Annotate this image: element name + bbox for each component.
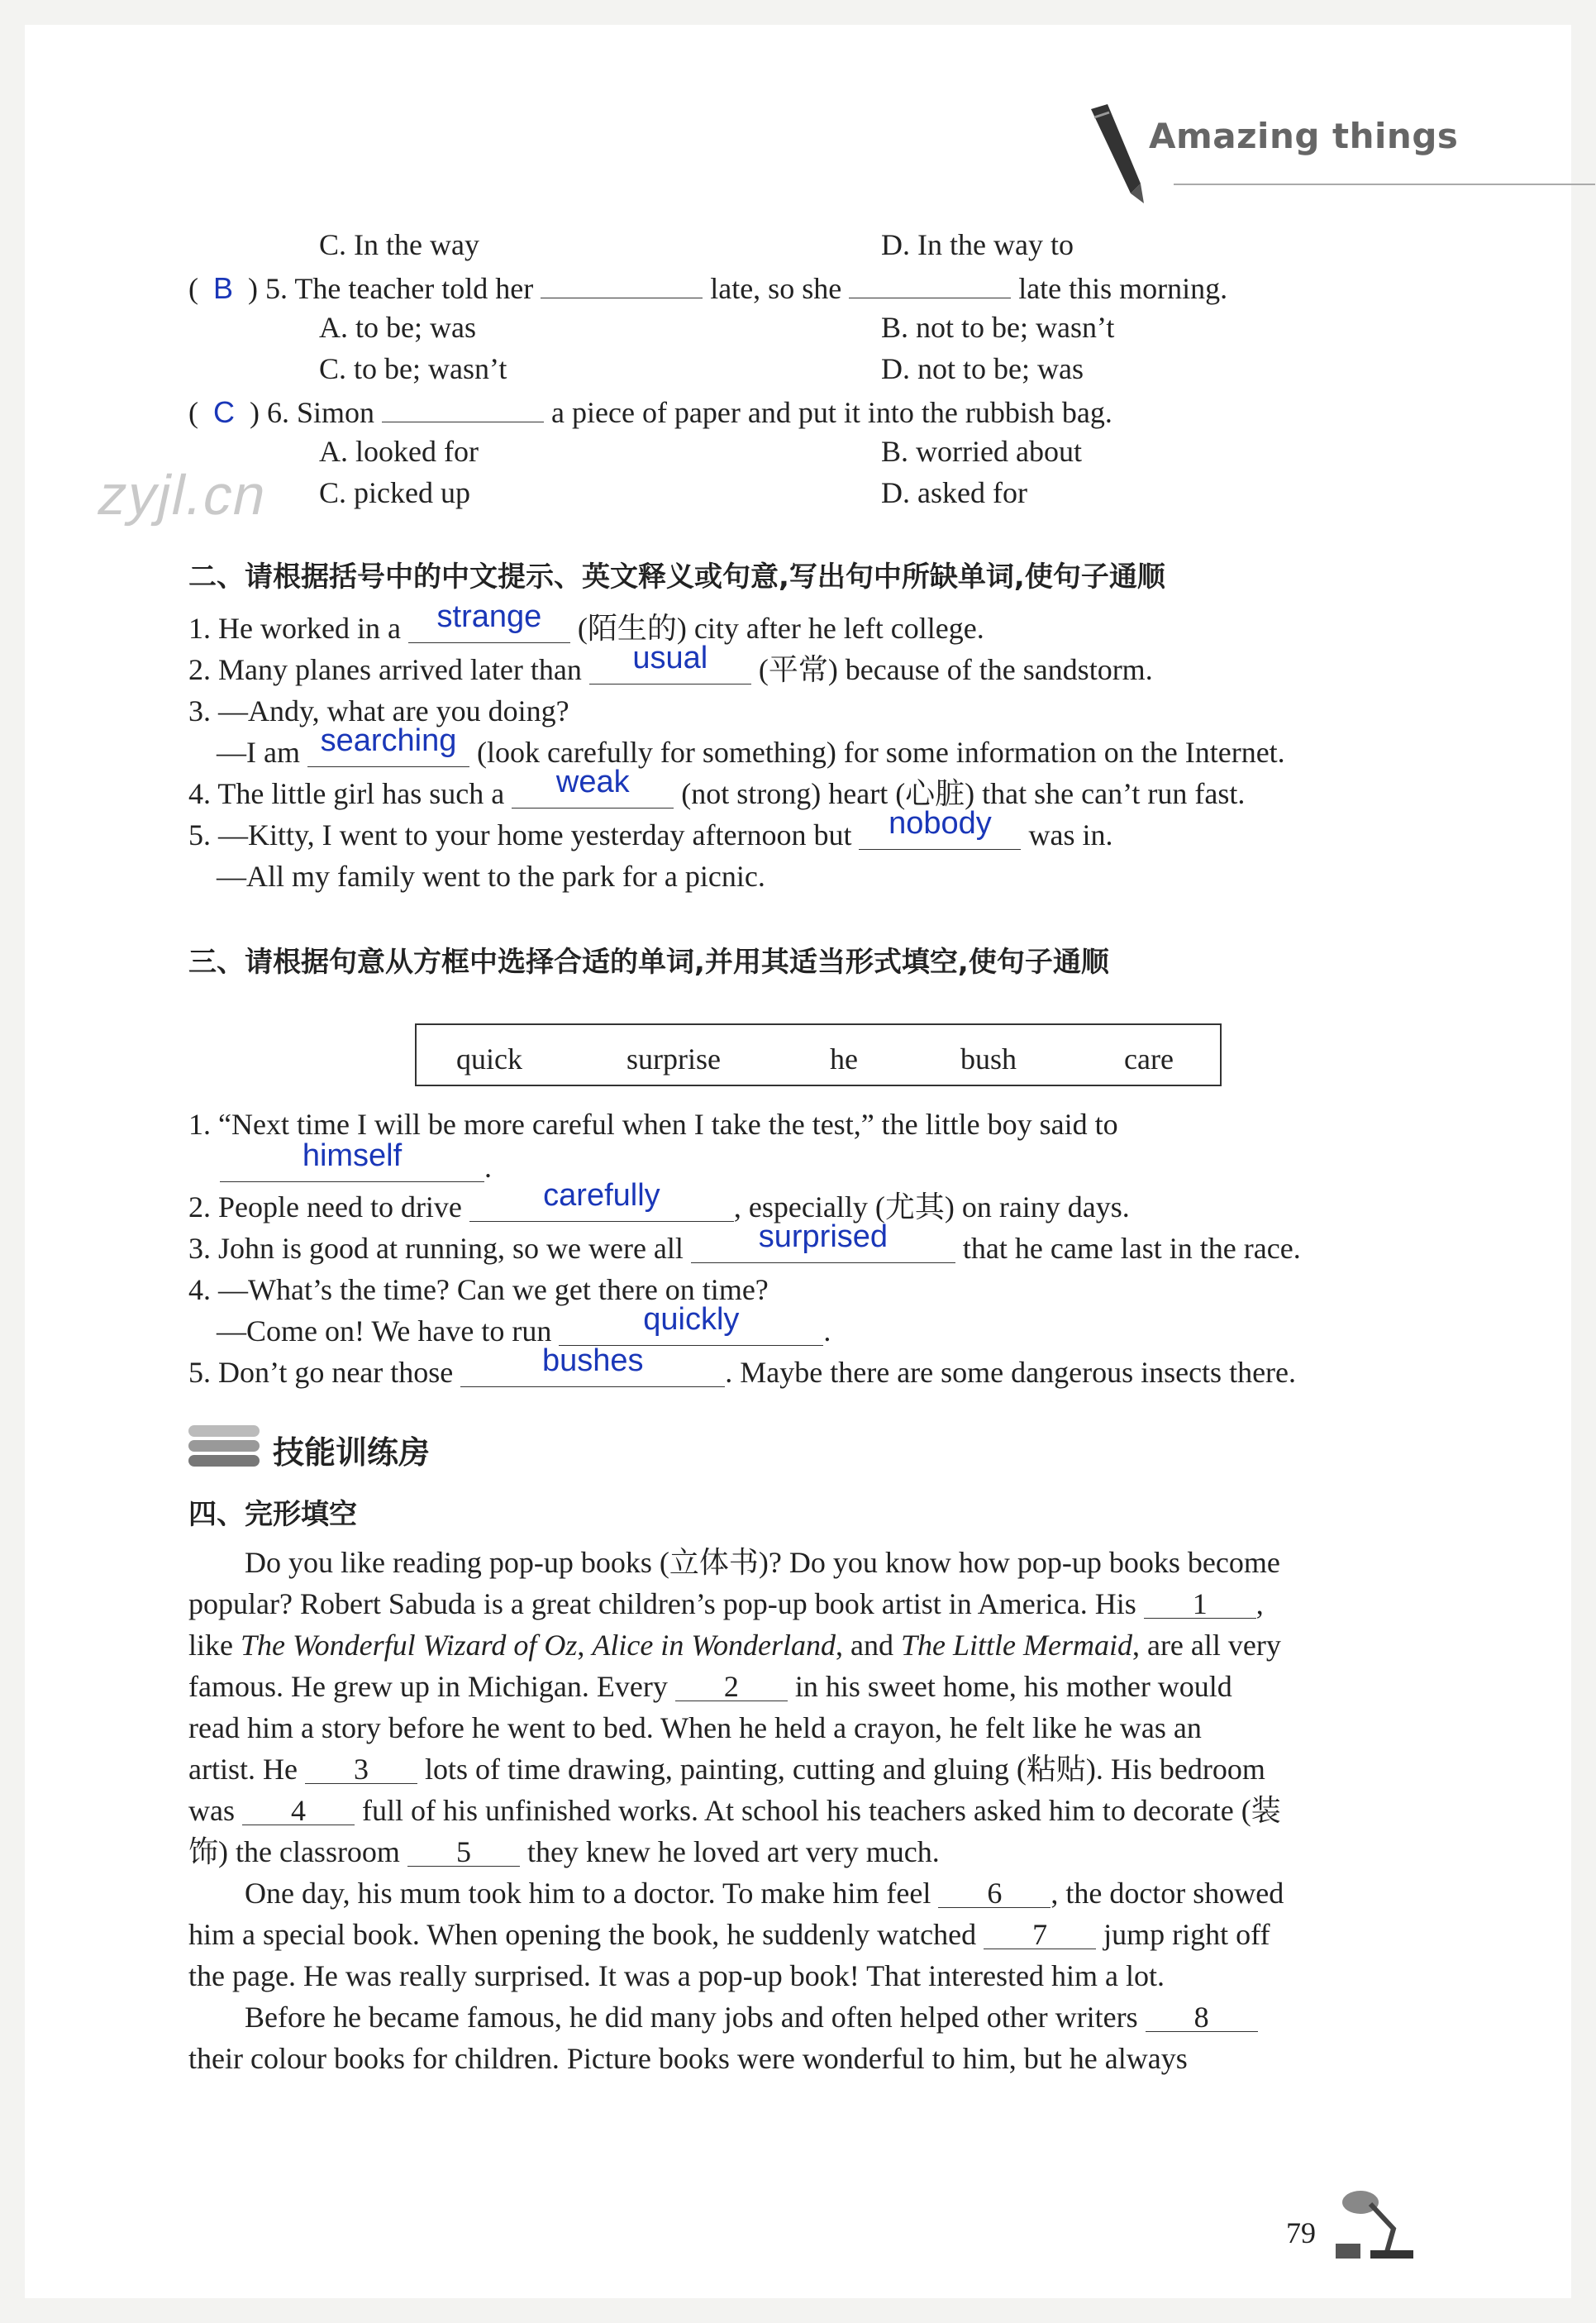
s3-question-1-line1: 1. “Next time I will be more careful when I take the test,” the little boy said to xyxy=(188,1108,1118,1141)
section-3-title: 三、请根据句意从方框中选择合适的单词,并用其适当形式填空,使句子通顺 xyxy=(188,946,1109,979)
q6-option-b: B. worried about xyxy=(881,435,1082,468)
section-2-title: 二、请根据括号中的中文提示、英文释义或句意,写出句中所缺单词,使句子通顺 xyxy=(188,560,1165,594)
s2-q5-blank: nobody xyxy=(859,821,1021,850)
header-rule xyxy=(1174,184,1595,185)
q5-option-c: C. to be; wasn’t xyxy=(319,352,507,385)
s3-q1-blank: himself xyxy=(220,1153,484,1182)
stacked-bars-icon xyxy=(187,1422,263,1468)
s3-q3-blank: surprised xyxy=(691,1234,955,1263)
cloze-blank-6: 6 xyxy=(938,1879,1051,1908)
q6-answer: C xyxy=(213,395,235,429)
word-box xyxy=(415,1023,1222,1086)
passage-line: their colour books for children. Picture books were wonderful to him, but he always xyxy=(188,2042,1188,2075)
s2-q4-blank: weak xyxy=(512,780,674,809)
s3-question-4-line2: —Come on! We have to run quickly . xyxy=(217,1302,831,1348)
q6-option-c: C. picked up xyxy=(319,476,470,509)
section-4-title: 四、完形填空 xyxy=(188,1498,357,1531)
passage-line: famous. He grew up in Michigan. Every 2 in his sweet home, his mother would xyxy=(188,1670,1232,1703)
mc-question-5: ( B ) 5. The teacher told her late, so she late this morning. xyxy=(188,271,1228,305)
q5-option-d: D. not to be; was xyxy=(881,352,1084,385)
q5-answer: B xyxy=(213,271,234,305)
passage-line: artist. He 3 lots of time drawing, painting, cutting and gluing (粘贴). His bedroom xyxy=(188,1753,1265,1786)
passage-line: Do you like reading pop-up books (立体书)? Do you know how pop-up books become xyxy=(245,1546,1280,1579)
q5-option-b: B. not to be; wasn’t xyxy=(881,311,1115,344)
word-box-item: bush xyxy=(960,1042,1017,1076)
q5-blank-1 xyxy=(541,270,703,298)
passage-line: popular? Robert Sabuda is a great children’s pop-up book artist in America. His 1 , xyxy=(188,1587,1264,1620)
word-box-item: he xyxy=(830,1042,858,1076)
passage-line: like The Wonderful Wizard of Oz, Alice in Wonderland, and The Little Mermaid, are all very xyxy=(188,1629,1281,1662)
s2-question-3-line2: —I am searching (look carefully for something) for some information on the Internet. xyxy=(217,723,1285,769)
passage-line: the page. He was really surprised. It was a pop-up book! That interested him a lot. xyxy=(188,1959,1165,1992)
s2-question-5-reply: —All my family went to the park for a picnic. xyxy=(217,860,765,893)
passage-line: read him a story before he went to bed. When he held a crayon, he felt like he was an xyxy=(188,1711,1202,1744)
q5-option-a: A. to be; was xyxy=(319,311,476,344)
s2-q3-blank: searching xyxy=(307,738,469,767)
passage-line: Before he became famous, he did many jobs and often helped other writers 8 xyxy=(245,2001,1258,2034)
q4-option-c: C. In the way xyxy=(319,228,479,261)
passage-line: 饰) the classroom 5 they knew he loved art very much. xyxy=(188,1835,940,1868)
q4-option-d: D. In the way to xyxy=(881,228,1074,261)
cloze-blank-1: 1 xyxy=(1144,1590,1256,1619)
s3-question-4-line1: 4. —What’s the time? Can we get there on time? xyxy=(188,1273,769,1306)
s2-q1-blank: strange xyxy=(408,614,570,643)
q6-option-d: D. asked for xyxy=(881,476,1027,509)
s3-question-3: 3. John is good at running, so we were all surprised that he came last in the race. xyxy=(188,1219,1301,1265)
s3-q2-blank: carefully xyxy=(469,1193,734,1222)
cloze-blank-7: 7 xyxy=(984,1920,1096,1949)
cloze-blank-3: 3 xyxy=(305,1755,417,1784)
q6-blank xyxy=(382,394,544,422)
watermark: zyjl.cn xyxy=(92,464,274,527)
cloze-blank-5: 5 xyxy=(407,1838,520,1867)
s3-question-1-line2: himself . xyxy=(220,1151,492,1184)
s2-question-5: 5. —Kitty, I went to your home yesterday afternoon but nobody was in. xyxy=(188,806,1113,851)
header-title: Amazing things xyxy=(1149,116,1459,156)
word-box-item: care xyxy=(1124,1042,1174,1076)
cloze-blank-8: 8 xyxy=(1146,2003,1258,2032)
s2-question-3-line1: 3. —Andy, what are you doing? xyxy=(188,694,569,727)
s2-q2-blank: usual xyxy=(589,656,751,684)
q6-option-a: A. looked for xyxy=(319,435,479,468)
s2-question-4: 4. The little girl has such a weak (not strong) heart (心脏) that she can’t run fast. xyxy=(188,765,1246,810)
s3-question-2: 2. People need to drive carefully , especially (尤其) on rainy days. xyxy=(188,1178,1130,1224)
pen-icon xyxy=(1083,101,1152,208)
word-box-item: quick xyxy=(456,1042,522,1076)
s2-question-1: 1. He worked in a strange (陌生的) city after he left college. xyxy=(188,599,984,645)
cloze-blank-4: 4 xyxy=(242,1796,355,1825)
q5-blank-2 xyxy=(849,270,1011,298)
s3-q5-blank: bushes xyxy=(460,1358,725,1387)
s3-question-5: 5. Don’t go near those bushes . Maybe there are some dangerous insects there. xyxy=(188,1343,1297,1389)
page-number: 79 xyxy=(1286,2216,1316,2249)
cloze-blank-2: 2 xyxy=(675,1672,788,1701)
s2-question-2: 2. Many planes arrived later than usual (平常) because of the sandstorm. xyxy=(188,641,1153,686)
desk-lamp-icon xyxy=(1329,2179,1420,2262)
passage-line: was 4 full of his unfinished works. At school his teachers asked him to decorate (装 xyxy=(188,1794,1281,1827)
mc-question-6: ( C ) 6. Simon a piece of paper and put it into the rubbish bag. xyxy=(188,395,1112,429)
passage-line: One day, his mum took him to a doctor. To make him feel 6 , the doctor showed xyxy=(245,1877,1284,1910)
s3-q4-blank: quickly xyxy=(559,1317,823,1346)
workbook-page xyxy=(25,25,1571,2298)
skills-title: 技能训练房 xyxy=(273,1434,431,1471)
passage-line: him a special book. When opening the book, he suddenly watched 7 jump right off xyxy=(188,1918,1270,1951)
word-box-item: surprise xyxy=(626,1042,721,1076)
